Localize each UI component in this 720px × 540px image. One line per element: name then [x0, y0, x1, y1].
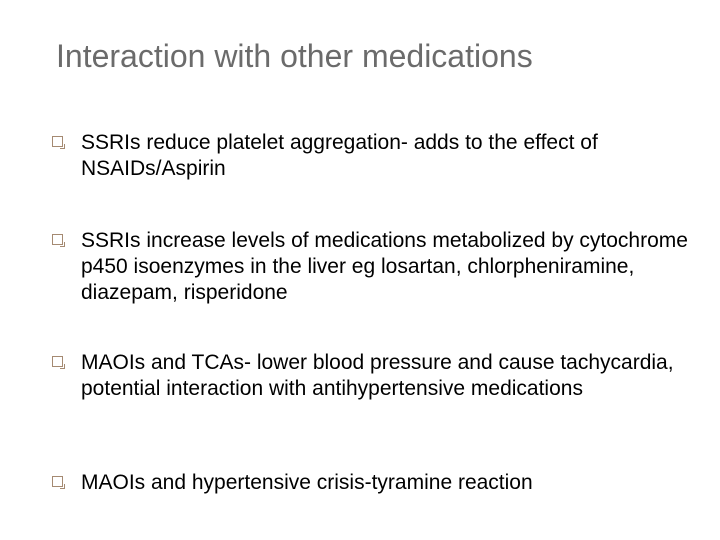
bullet-text: MAOIs and hypertensive crisis-tyramine reaction: [81, 471, 533, 494]
square-bullet-icon: [52, 136, 63, 147]
slide-title: Interaction with other medications: [56, 38, 533, 74]
bullet-text: MAOIs and TCAs- lower blood pressure and cause tachycardia, potential interaction with antihypertensive medications: [81, 351, 674, 400]
bullet-text: SSRIs increase levels of medications metabolized by cytochrome p450 isoenzymes in the liver eg losartan, chlorpheniramine, diazepam, risperidone: [81, 229, 688, 304]
bullet-text: SSRIs reduce platelet aggregation- adds to the effect of NSAIDs/Aspirin: [81, 131, 598, 180]
square-bullet-icon: [52, 356, 63, 367]
square-bullet-icon: [52, 476, 63, 487]
square-bullet-icon: [52, 234, 63, 245]
